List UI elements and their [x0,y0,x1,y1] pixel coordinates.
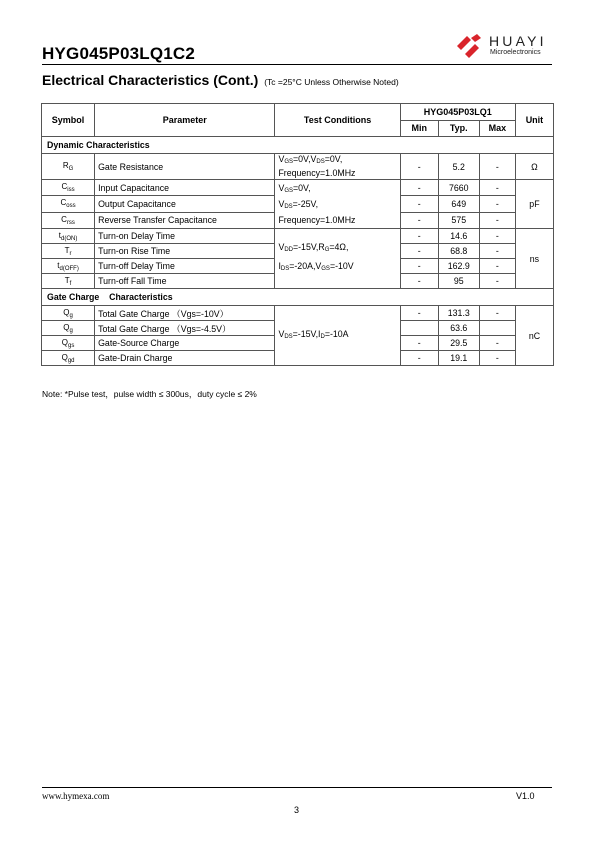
group-title-dynamic: Dynamic Characteristics [42,137,554,154]
min-cell: - [400,196,438,212]
unit-cell: ns [515,229,553,289]
section-title [42,72,399,88]
section-condition: (Tc =25°C Unless Otherwise Noted) [264,77,399,87]
parameter-cell: Gate-Drain Charge [95,351,275,366]
header-parameter: Parameter [95,104,275,137]
max-cell: - [479,306,515,321]
max-cell: - [479,180,515,196]
condition-line: $V_{GS}=0V,V_{DS}=0V$, [278,154,343,165]
symbol-cell: $C_{oss}$ [42,196,95,212]
footer-website: www.hymexa.com [42,791,110,801]
min-cell: - [400,244,438,259]
parameter-cell: Total Gate Charge （Vgs=-10V） [95,306,275,321]
max-cell: - [479,229,515,244]
parameter-cell: Input Capacitance [95,180,275,196]
condition-cell [275,180,400,229]
typ-cell: 575 [438,212,479,228]
header-device: HYG045P03LQ1 [400,104,515,121]
logo-brand: HUAYI [489,33,547,49]
symbol-cell: $Q_{gs}$ [42,336,95,351]
typ-cell: 63.6 [438,321,479,336]
condition-line: Frequency=1.0MHz [278,215,356,225]
table-row [42,154,554,180]
condition-line: $V_{DD}=-15V,R_G=4\Omega$, [278,242,349,253]
parameter-cell: Gate-Source Charge [95,336,275,351]
symbol-cell: $Q_{gd}$ [42,351,95,366]
group-row-gate-charge [42,289,554,306]
parameter-cell: Turn-off Fall Time [95,274,275,289]
table-row [42,306,554,321]
symbol-cell: $t_{d(OFF)}$ [42,259,95,274]
typ-cell: 162.9 [438,259,479,274]
typ-cell: 29.5 [438,336,479,351]
min-cell: - [400,351,438,366]
unit-cell: nC [515,306,553,366]
min-cell: - [400,212,438,228]
parameter-cell: Total Gate Charge （Vgs=-4.5V） [95,321,275,336]
condition-cell [275,154,400,180]
symbol-cell: $C_{iss}$ [42,180,95,196]
symbol-cell: $C_{rss}$ [42,212,95,228]
section-title-text: Electrical Characteristics (Cont.) [42,72,259,88]
header-unit: Unit [515,104,553,137]
condition-cell [275,229,400,289]
unit-cell: Ω [515,154,553,180]
symbol-cell: $Q_g$ [42,321,95,336]
parameter-cell: Reverse Transfer Capacitance [95,212,275,228]
max-cell: - [479,154,515,180]
header-divider [42,64,552,65]
min-cell: - [400,229,438,244]
typ-cell: 68.8 [438,244,479,259]
min-cell [400,321,438,336]
pulse-test-note: Note: *Pulse test，pulse width ≤ 300us，duty cycle ≤ 2% [42,389,257,399]
min-cell: - [400,180,438,196]
electrical-characteristics-table [41,103,554,366]
footer-version: V1.0 [516,791,535,801]
parameter-cell: Output Capacitance [95,196,275,212]
group-row-dynamic [42,137,554,154]
condition-line: $V_{DS}=-25V$, [278,199,319,210]
max-cell: - [479,336,515,351]
typ-cell: 19.1 [438,351,479,366]
table-header-row [42,104,554,121]
symbol-cell: $T_f$ [42,274,95,289]
typ-cell: 649 [438,196,479,212]
parameter-cell: Turn-on Delay Time [95,229,275,244]
min-cell: - [400,154,438,180]
parameter-cell: Turn-off Delay Time [95,259,275,274]
condition-cell [275,306,400,366]
header-max: Max [479,120,515,137]
symbol-cell: $T_r$ [42,244,95,259]
max-cell: - [479,244,515,259]
parameter-cell: Turn-on Rise Time [95,244,275,259]
parameter-cell: Gate Resistance [95,154,275,180]
min-cell: - [400,274,438,289]
min-cell: - [400,336,438,351]
typ-cell: 5.2 [438,154,479,180]
symbol-cell: $t_{d(ON)}$ [42,229,95,244]
logo-subtitle: Microelectronics [490,49,541,56]
max-cell: - [479,212,515,228]
max-cell: - [479,274,515,289]
unit-cell: pF [515,180,553,229]
group-title-gate-charge: Gate Charge Characteristics [42,289,554,306]
header-min: Min [400,120,438,137]
max-cell: - [479,196,515,212]
company-logo [455,32,555,64]
header-symbol: Symbol [42,104,95,137]
symbol-cell: $R_G$ [42,154,95,180]
typ-cell: 95 [438,274,479,289]
header-test-conditions: Test Conditions [275,104,400,137]
symbol-cell: $Q_g$ [42,306,95,321]
page-number: 3 [294,805,300,815]
max-cell: - [479,351,515,366]
min-cell: - [400,306,438,321]
condition-line: Frequency=1.0MHz [278,168,356,178]
table-row [42,229,554,244]
condition-line: $V_{GS}=0V$, [278,183,311,194]
footer-divider [42,787,552,788]
typ-cell: 7660 [438,180,479,196]
condition-line: $I_{DS}=-20A,V_{GS}=-10V$ [278,261,354,272]
condition-line: $V_{DS}=-15V,I_D=-10A$ [278,328,349,340]
typ-cell: 14.6 [438,229,479,244]
part-number-title: HYG045P03LQ1C2 [42,44,196,63]
typ-cell: 131.3 [438,306,479,321]
max-cell [479,321,515,336]
header-typ: Typ. [438,120,479,137]
huayi-logo-icon [455,32,487,60]
min-cell: - [400,259,438,274]
table-row [42,180,554,196]
max-cell: - [479,259,515,274]
